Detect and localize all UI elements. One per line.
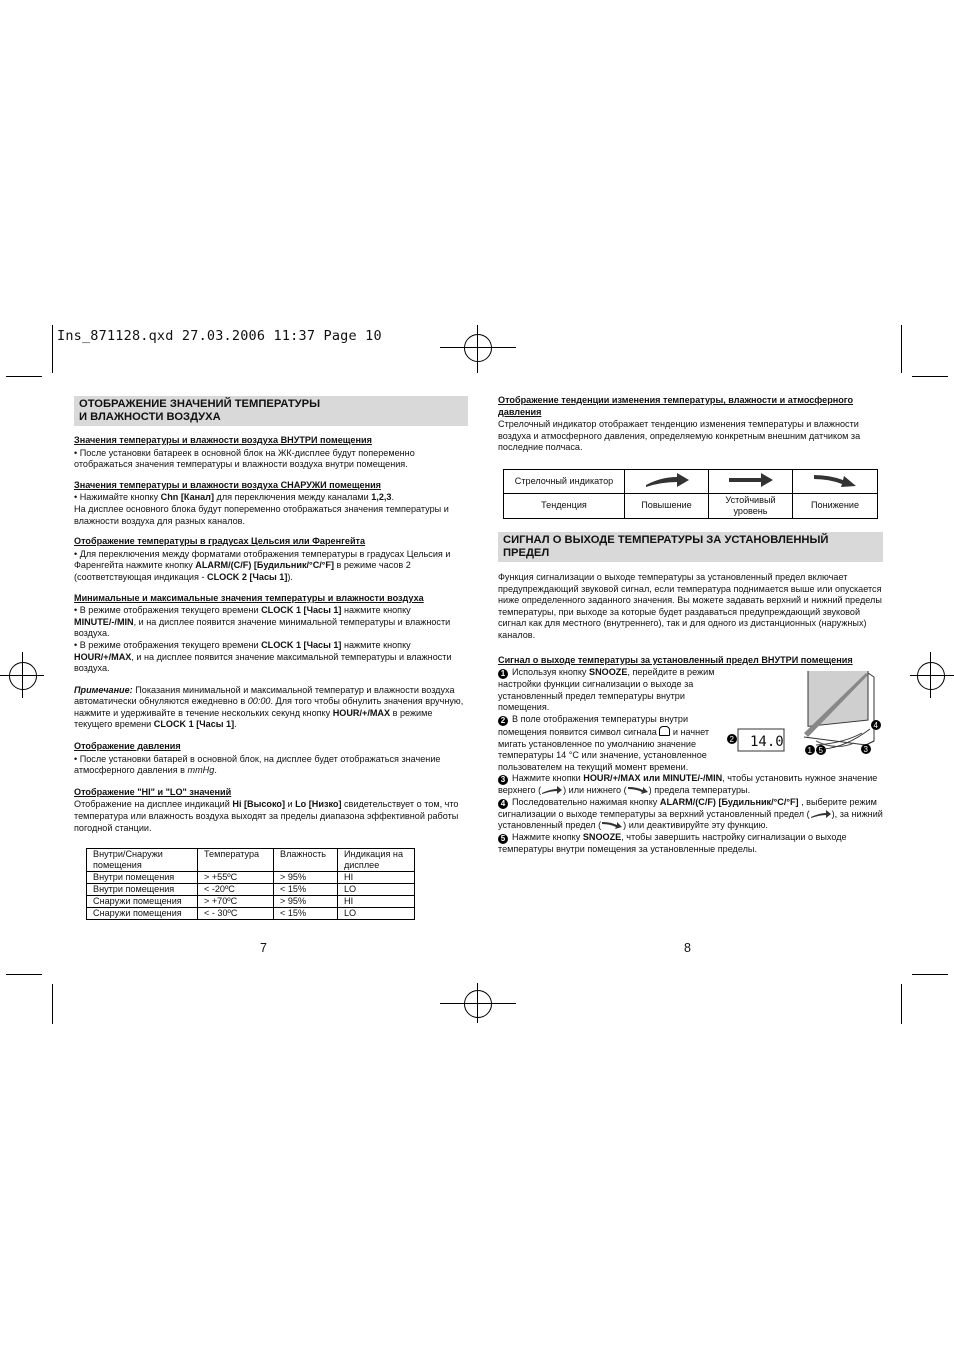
text: , и на дисплее появится значение максимальной температуры и влажности воздуха. xyxy=(74,651,452,674)
text: • В режиме отображения текущего времени xyxy=(74,639,262,650)
hilo-text xyxy=(74,799,468,834)
lo-indicator: Lo [Низко] xyxy=(295,799,342,810)
crop-mark xyxy=(6,376,42,377)
text: ) или нижнего ( xyxy=(563,785,627,796)
table-cell: < - 30ºC xyxy=(198,908,274,920)
hour-button-ref: HOUR/+/MAX xyxy=(332,707,391,718)
step-number: 3 xyxy=(498,775,508,785)
right-page xyxy=(498,395,883,856)
text: , чтобы завершить настройку сигнализации о выходе температуры внутри помещения за установленные пределы. xyxy=(498,832,847,855)
outdoor-text-2: На дисплее основного блока будут попеременно отображаться значения температуры и влажности воздуха для разных каналов. xyxy=(74,503,449,526)
clock-ref: CLOCK 1 [Часы 1] xyxy=(261,639,342,650)
table-row xyxy=(87,908,415,920)
step-number: 5 xyxy=(498,834,508,844)
svg-text:4: 4 xyxy=(873,721,878,731)
text: в режиме часов 2 (соответствующая индикация - xyxy=(74,560,411,582)
text: . xyxy=(234,719,237,730)
crop-mark xyxy=(52,325,53,373)
text: Нажмите кнопку xyxy=(512,832,583,843)
text: ) или деактивируйте эту функцию. xyxy=(623,820,768,831)
table-header-cell: Влажность xyxy=(274,849,338,872)
table-header-row xyxy=(87,849,415,872)
lower-limit-icon xyxy=(601,821,623,829)
upper-limit-icon xyxy=(541,786,563,794)
registration-mark xyxy=(917,662,945,690)
table-cell: > +55ºC xyxy=(198,872,274,884)
pressure-title: Отображение давления xyxy=(74,741,181,752)
table-cell: > +70ºC xyxy=(198,896,274,908)
text: свидетельствует о том, что температура или влажность воздуха выходят за пределы диапазона эффективной работы погодной станции. xyxy=(74,799,459,833)
text: , чтобы установить нужное значение верхнего ( xyxy=(498,773,878,796)
trend-row-label: Стрелочный индикатор xyxy=(504,469,625,493)
text: в режиме текущего времени xyxy=(74,707,433,730)
crop-mark xyxy=(901,984,902,1024)
alarm-button-ref: ALARM/(C/F) [Будильник/°C/°F] xyxy=(195,560,335,571)
table-cell: LO xyxy=(338,884,415,896)
hilo-table xyxy=(86,848,415,920)
table-row xyxy=(87,896,415,908)
alarm-indoor-title: Сигнал о выходе температуры за установленный предел ВНУТРИ помещения xyxy=(498,654,853,665)
section-heading-temp-humidity xyxy=(74,396,468,426)
outdoor-text xyxy=(74,492,468,504)
text: В поле отображения температуры внутри помещения появится символ сигнала xyxy=(498,713,689,737)
text: и начнет мигать установленное по умолчанию значение температуры 14 °C или значение, установленное пользователем на текущий момент времени. xyxy=(498,726,710,772)
indoor-title: Значения температуры и влажности воздуха ВНУТРИ помещения xyxy=(74,435,372,445)
text: ), за нижний установленный предел ( xyxy=(498,808,883,831)
table-row xyxy=(87,872,415,884)
registration-mark xyxy=(9,662,37,690)
hour-button-ref: HOUR/+/MAX xyxy=(74,651,132,662)
text: ) предела температуры. xyxy=(648,785,751,796)
text: , перейдите в режим настройки функции сигнализации о выходе за установленный предел температуры внутри помещения. xyxy=(498,667,715,713)
step-5 xyxy=(498,832,883,856)
step-number: 4 xyxy=(498,799,508,809)
svg-text:2: 2 xyxy=(729,735,734,745)
registration-mark xyxy=(464,334,492,362)
text: . Для того чтобы обнулить значения вручную, нажмите и удерживайте в течение нескольких секунд кнопку xyxy=(74,696,464,718)
alarm-button-ref: ALARM/(C/F) [Будильник/°C/°F] xyxy=(659,796,799,807)
hilo-title: Отображение "HI" и "LO" значений xyxy=(74,786,232,797)
crop-mark xyxy=(6,974,42,975)
alarm-text: Функция сигнализации о выходе температуры за установленный предел включает предупреждающий звуковой сигнал, если температура поднимается выше или опускается ниже определенного заданного значения. Вы можете задавать верхний и нижний пределы температуры, при выходе за которые будет раздаваться предупреждающий звуковой сигнал как для местного (внутреннего), так и для одного из дистанционных (наружных) каналов. xyxy=(498,571,882,640)
trend-down-label: Понижение xyxy=(793,493,878,518)
table-header-cell: Температура xyxy=(198,849,274,872)
crop-mark xyxy=(912,974,948,975)
text: нажмите кнопку xyxy=(341,639,411,650)
text: , выберите режим сигнализации о выходе температуры за верхний установленный предел ( xyxy=(498,796,877,819)
clock-ref: CLOCK 1 [Часы 1] xyxy=(153,719,235,730)
table-cell: HI xyxy=(338,872,415,884)
table-cell: > 95% xyxy=(274,872,338,884)
snooze-button-ref: SNOOZE xyxy=(582,832,622,843)
registration-mark xyxy=(477,325,478,373)
units-title: Отображение температуры в градусах Цельсия или Фаренгейта xyxy=(74,536,366,547)
table-cell: Снаружи помещения xyxy=(87,896,198,908)
heading-line: ПРЕДЕЛ xyxy=(503,546,550,559)
registration-mark xyxy=(440,1003,516,1004)
registration-mark xyxy=(464,990,492,1018)
hour-minute-button-ref: HOUR/+/MAX или MINUTE/-/MIN xyxy=(583,773,723,784)
text: Показания минимальной и максимальной температур и влажности воздуха автоматически обнуляются ежедневно в xyxy=(74,684,455,707)
note-text xyxy=(74,685,468,731)
trend-table xyxy=(503,469,878,519)
trend-steady-label: Устойчивый уровень xyxy=(709,493,793,518)
rising-arrow-icon xyxy=(625,469,709,493)
heading-line: ОТОБРАЖЕНИЕ ЗНАЧЕНИЙ ТЕМПЕРАТУРЫ xyxy=(79,398,321,410)
upper-limit-icon xyxy=(810,810,832,818)
step-3 xyxy=(498,773,883,797)
table-cell: < 15% xyxy=(274,884,338,896)
step-2 xyxy=(498,714,730,773)
table-cell: < -20ºC xyxy=(198,884,274,896)
device-illustration xyxy=(726,671,886,775)
note-label: Примечание: xyxy=(74,684,133,695)
heading-line: И ВЛАЖНОСТИ ВОЗДУХА xyxy=(79,411,221,423)
text: • После установки батарей в основной блок, на дисплее будет отображаться значение атмосферного давления в xyxy=(74,753,441,776)
table-row xyxy=(87,884,415,896)
step-number: 1 xyxy=(498,669,508,679)
table-cell: > 95% xyxy=(274,896,338,908)
text: Используя кнопку xyxy=(512,667,590,678)
rising-arrow-icon xyxy=(643,472,691,488)
steady-arrow-icon xyxy=(709,469,793,493)
trend-title: Отображение тенденции изменения температуры, влажности и атмосферного давления xyxy=(498,395,854,417)
alarm-bell-icon xyxy=(659,726,670,736)
step-1 xyxy=(498,667,730,714)
text: , и на дисплее появится значение минимальной температуры и влажности воздуха. xyxy=(74,616,451,639)
trend-row-label: Тенденция xyxy=(504,493,625,518)
crop-mark xyxy=(901,325,902,373)
registration-mark xyxy=(910,675,954,676)
step-number: 2 xyxy=(498,716,508,726)
table-cell: Внутри помещения xyxy=(87,872,198,884)
text: Нажмите кнопки xyxy=(512,773,584,784)
lcd-readout: 14.0 xyxy=(750,734,784,751)
table-cell: < 15% xyxy=(274,908,338,920)
steps-narrow xyxy=(498,667,730,773)
step-4 xyxy=(498,797,883,832)
svg-text:5: 5 xyxy=(818,746,823,756)
indoor-text: • После установки батареек в основной блок на ЖК-дисплее будут попеременно отображаться значения температуры и влажности воздуха внутри помещения. xyxy=(74,447,415,470)
outdoor-title: Значения температуры и влажности воздуха СНАРУЖИ помещения xyxy=(74,479,381,490)
heading-line: СИГНАЛ О ВЫХОДЕ ТЕМПЕРАТУРЫ ЗА УСТАНОВЛЕННЫЙ xyxy=(503,533,829,546)
registration-mark xyxy=(440,347,516,348)
text: нажмите кнопку xyxy=(341,605,411,616)
minute-button-ref: MINUTE/-/MIN xyxy=(74,616,134,627)
page-number-left: 7 xyxy=(260,941,267,955)
text: ). xyxy=(287,571,293,582)
text: • Нажимайте кнопку xyxy=(74,492,161,503)
text: . xyxy=(391,492,394,503)
registration-mark xyxy=(930,652,931,698)
svg-text:1: 1 xyxy=(807,746,812,756)
minmax-text-2 xyxy=(74,640,468,675)
text: для переключения между каналами xyxy=(213,492,372,503)
text: • В режиме отображения текущего времени xyxy=(74,605,262,616)
page-number-right: 8 xyxy=(684,941,691,955)
trend-arrow-row xyxy=(504,469,878,493)
lower-limit-icon xyxy=(627,786,649,794)
falling-arrow-icon xyxy=(811,472,859,488)
text: и xyxy=(284,799,296,810)
file-slug: Ins_871128.qxd 27.03.2006 11:37 Page 10 xyxy=(57,328,382,344)
reset-time: 00:00 xyxy=(247,696,271,707)
hi-indicator: Hi [Высоко] xyxy=(232,799,285,810)
registration-mark xyxy=(22,652,23,698)
table-cell: HI xyxy=(338,896,415,908)
chn-button-ref: Chn [Канал] xyxy=(160,492,214,503)
text: Последовательно нажимая кнопку xyxy=(512,796,660,807)
steps-block xyxy=(498,667,883,856)
steady-arrow-icon xyxy=(727,472,775,488)
pressure-unit: mmHg xyxy=(187,765,215,776)
snooze-button-ref: SNOOZE xyxy=(589,667,628,678)
trend-label-row xyxy=(504,493,878,518)
minmax-title: Минимальные и максимальные значения температуры и влажности воздуха xyxy=(74,592,424,603)
crop-mark xyxy=(912,376,948,377)
table-header-cell: Индикация на дисплее xyxy=(338,849,415,872)
trend-up-label: Повышение xyxy=(625,493,709,518)
svg-text:3: 3 xyxy=(863,745,868,755)
channels: 1,2,3 xyxy=(371,492,392,503)
text: . xyxy=(214,765,217,776)
table-cell: Снаружи помещения xyxy=(87,908,198,920)
clock-ref: CLOCK 2 [Часы 1] xyxy=(207,571,288,582)
pressure-text xyxy=(74,754,468,777)
table-cell: Внутри помещения xyxy=(87,884,198,896)
text: Отображение на дисплее индикаций xyxy=(74,799,233,810)
minmax-text-1 xyxy=(74,605,468,640)
crop-mark xyxy=(52,984,53,1024)
left-page xyxy=(74,396,468,920)
clock-ref: CLOCK 1 [Часы 1] xyxy=(261,605,342,616)
registration-mark xyxy=(477,983,478,1023)
text: • Для переключения между форматами отображения температуры в градусах Цельсия и Фаренгейта нажмите кнопку xyxy=(74,548,451,571)
units-text xyxy=(74,549,468,584)
falling-arrow-icon xyxy=(793,469,878,493)
section-heading-alarm xyxy=(498,532,883,562)
table-cell: LO xyxy=(338,908,415,920)
trend-text: Стрелочный индикатор отображает тенденцию изменения температуры и влажности воздуха и атмосферного давления, определяемую конкретным внешним датчиком за последние полчаса. xyxy=(498,419,861,453)
table-header-cell: Внутри/Снаружи помещения xyxy=(87,849,198,872)
